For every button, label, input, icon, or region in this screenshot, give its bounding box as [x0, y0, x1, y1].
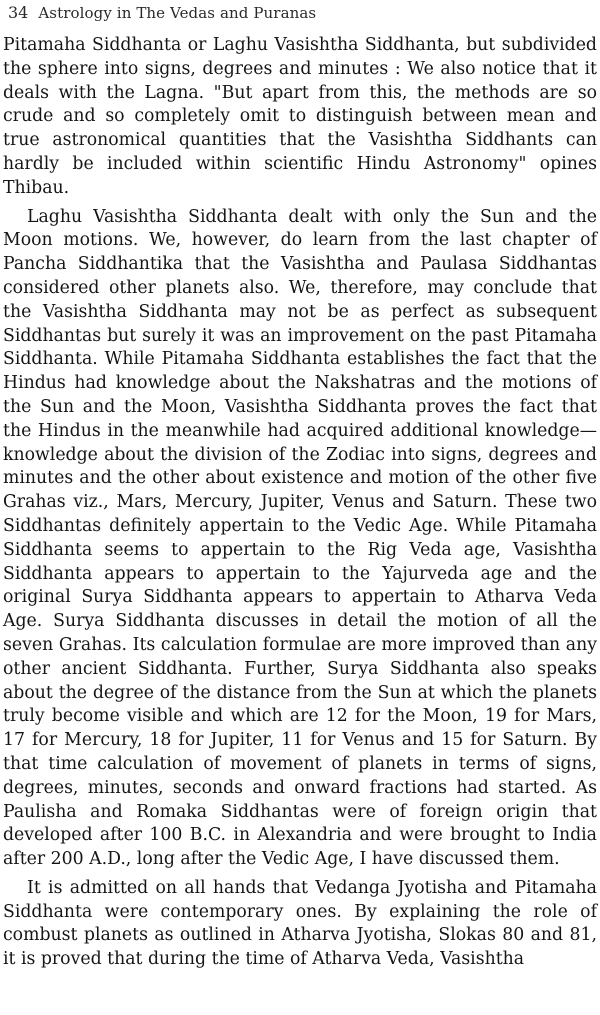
page-number: 34 [8, 3, 29, 22]
body-text [3, 34, 597, 972]
paragraph: Laghu Vasishtha Siddhanta dealt with only the Sun and the Moon motions. We, however, do learn from the last chapter of Pancha Siddhantika that the Vasishtha and Paulasa Siddhantas considered other planets also. We, therefore, may conclude that the Vasishtha Siddhanta may not be as perfect as subsequent Siddhantas but surely it was an improvement on the past Pitamaha Siddhanta. While Pitamaha Siddhanta establishes the fact that the Hindus had knowledge about the Nakshatras and the motions of the Sun and the Moon, Vasishtha Siddhanta proves the fact that the Hindus in the meanwhile had acquired additional knowledge—knowledge about the division of the Zodiac into signs, degrees and minutes and the other about existence and motion of the other five Grahas viz., Mars, Mercury, Jupiter, Venus and Saturn. These two Siddhantas definitely appertain to the Vedic Age. While Pitamaha Siddhanta seems to appertain to the Rig Veda age, Vasishtha Siddhanta appears to appertain to the Yajurveda age and the original Surya Siddhanta appears to appertain to Atharva Veda Age. Surya Siddhanta discusses in detail the motion of all the seven Grahas. Its calculation formulae are more improved than any other ancient Siddhanta. Further, Surya Siddhanta also speaks about the degree of the distance from the Sun at which the planets truly become visible and which are 12 for the Moon, 19 for Mars, 17 for Mercury, 18 for Jupiter, 11 for Venus and 15 for Saturn. By that time calculation of movement of planets in terms of signs, degrees, minutes, seconds and onward fractions had started. As Paulisha and Romaka Siddhantas were of foreign origin that developed after 100 B.C. in Alexandria and were brought to India after 200 A.D., long after the Vedic Age, I have discussed them. [3, 206, 597, 870]
running-head [8, 2, 316, 26]
paragraph-continued: Pitamaha Siddhanta or Laghu Vasishtha Siddhanta, but subdivided the sphere into signs, degrees and minutes : We also notice that it deals with the Lagna. "But apart from this, the methods are so crude and so completely omit to distinguish between mean and true astronomical quantities that the Vasishtha Siddhants can hardly be included within scientific Hindu Astronomy" opines Thibau. [3, 35, 597, 198]
book-title: Astrology in The Vedas and Puranas [38, 4, 317, 22]
paragraph: It is admitted on all hands that Vedanga Jyotisha and Pitamaha Siddhanta were contemporary ones. By explaining the role of combust planets as outlined in Atharva Jyotisha, Slokas 80 and 81, it is proved that during the time of Atharva Veda, Vasishtha [3, 877, 597, 970]
